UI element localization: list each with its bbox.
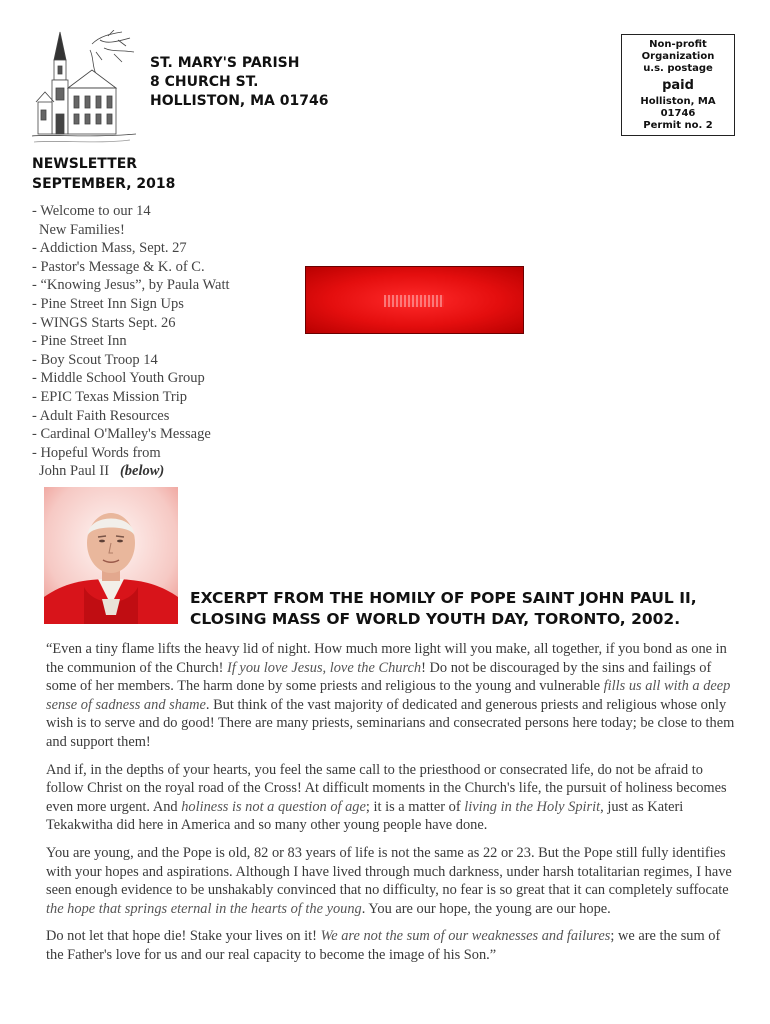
postage-zip: 01746 (660, 108, 696, 119)
postage-organization: Organization (641, 51, 715, 62)
parish-address-block (150, 54, 328, 111)
city-state-zip: HOLLISTON, MA 01746 (150, 93, 329, 109)
list-item-text: John Paul II (39, 463, 110, 480)
red-banner-image (305, 266, 524, 334)
list-item: - Adult Faith Resources (32, 407, 170, 424)
list-item: - Pine Street Inn (32, 333, 127, 350)
italic-phrase: living in the Holy Spirit (464, 798, 601, 815)
postage-city: Holliston, MA (640, 96, 716, 107)
list-item: - Cardinal O'Malley's Message (32, 426, 211, 443)
newsletter-title: NEWSLETTER (32, 156, 138, 172)
list-item: - EPIC Texas Mission Trip (32, 388, 188, 405)
text-span: Do not let that hope die! Stake your lives on it! (46, 928, 321, 945)
homily-paragraph (46, 640, 736, 752)
text-span: , just as Kateri Tekakwitha did here in America and so many other young people have done. (46, 798, 684, 834)
list-item: - WINGS Starts Sept. 26 (32, 314, 176, 331)
list-item (32, 462, 312, 481)
text-span: ! Do not be discouraged by the sins and failings of some of her members. The harm done by some priests and religious to the young and vulnerable (46, 659, 712, 695)
postage-paid: paid (662, 78, 694, 93)
list-item: - Addiction Mass, Sept. 27 (32, 240, 187, 257)
list-item: - Middle School Youth Group (32, 370, 205, 387)
italic-phrase: the hope that springs eternal in the hearts of the young (46, 900, 362, 917)
list-item: - Welcome to our 14 (32, 203, 151, 219)
postage-permit: Permit no. 2 (643, 120, 713, 131)
newsletter-date: SEPTEMBER, 2018 (32, 176, 176, 192)
church-sketch-icon (30, 30, 138, 154)
postage-indicia (621, 34, 735, 136)
italic-phrase: We are not the sum of our weaknesses and failures (320, 928, 611, 945)
text-span: You are young, and the Pope is old, 82 or 83 years of life is not the same as 22 or 23. But the Pope still fully identifies with your hopes and aspirations. Although I have lived through much darkness, under harsh totalitarian regimes, I have seen enough evidence to be unshakably convinced that no difficulty, no fear is so great that it can completely suffocate (46, 844, 732, 899)
street-address: 8 CHURCH ST. (150, 74, 259, 90)
italic-phrase: If you love Jesus, love the Church (227, 659, 422, 676)
text-span: “Even a tiny flame lifts the heavy lid of night. How much more light will you make, all together, if you bond as one in the communion of the Church! (46, 641, 727, 676)
postage-us-postage: u.s. postage (643, 63, 713, 74)
homily-paragraph (46, 844, 736, 918)
text-span: . You are our hope, the young are our hope. (361, 900, 611, 917)
list-item: - “Knowing Jesus”, by Paula Watt (32, 277, 230, 294)
list-item: - Hopeful Words from (32, 444, 161, 461)
homily-title (190, 588, 750, 630)
text-span: ; it is a matter of (365, 798, 465, 815)
homily-paragraph (46, 927, 736, 964)
parish-name: ST. MARY'S PARISH (150, 55, 300, 71)
text-span: And if, in the depths of your hearts, you feel the same call to the priesthood or consecrated life, do not be afraid to follow Christ on the royal road of the Cross! At difficult moments in the Church's life, the pursuit of holiness becomes even more urgent. And (46, 761, 727, 815)
italic-phrase: holiness is not a question of age (181, 798, 366, 815)
homily-title-line2: CLOSING MASS OF WORLD YOUTH DAY, TORONTO, 2002. (190, 610, 681, 628)
pope-portrait-image (44, 487, 178, 624)
newsletter-heading (32, 154, 175, 194)
postage-nonprofit: Non-profit (649, 39, 707, 50)
list-item: - Pastor's Message & K. of C. (32, 258, 205, 275)
text-span: . But think of the vast majority of dedicated and generous priests and religious whose only wish is to serve and do good! There are many priests, seminarians and consecrated persons here today; be close to them and support them! (46, 696, 735, 750)
text-span: ; we are the sum of the Father's love for us and our real capacity to become the image of his Son.” (46, 928, 721, 963)
list-item: New Families! (39, 221, 125, 238)
homily-text (46, 640, 736, 974)
list-item: - Boy Scout Troop 14 (32, 351, 158, 368)
banner-glow (384, 295, 444, 307)
contents-list (32, 202, 312, 481)
below-note: (below) (119, 463, 165, 480)
italic-phrase: fills us all with a deep sense of sadness and shame (46, 678, 731, 713)
homily-paragraph (46, 761, 736, 835)
list-item: - Pine Street Inn Sign Ups (32, 295, 184, 312)
homily-title-line1: EXCERPT FROM THE HOMILY OF POPE SAINT JOHN PAUL II, (190, 589, 697, 607)
